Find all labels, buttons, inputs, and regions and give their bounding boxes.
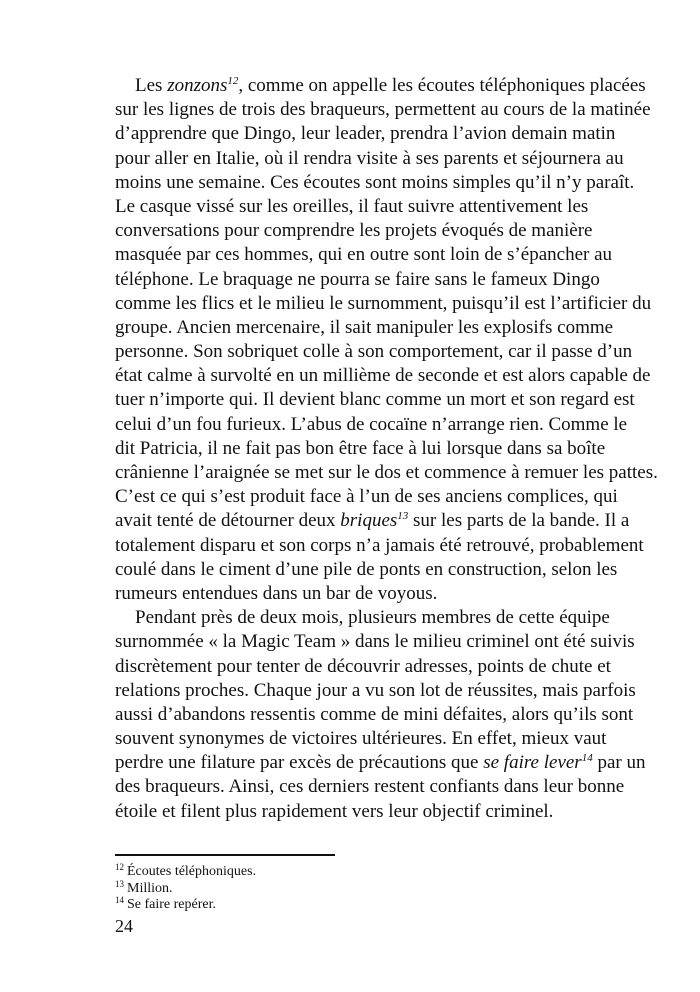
text-run: celui d’un fou furieux. L’abus de cocaïne n’arrange rien. Comme le (115, 413, 628, 435)
italic-term: zonzons (167, 75, 228, 96)
page-number: 24 (115, 916, 133, 936)
text-line (115, 461, 658, 485)
text-run: personne. Son sobriquet colle à son comportement, car il passe d’un (115, 341, 633, 363)
footnotes (115, 864, 256, 914)
footnote-text: Se faire repérer. (127, 897, 216, 912)
text-line (115, 509, 630, 533)
text-run: dit Patricia, il ne fait pas bon être face à lui lorsque dans sa boîte (115, 437, 606, 459)
text-run: Le casque vissé sur les oreilles, il faut suivre attentivement les (115, 195, 589, 217)
text-run: perdre une filature par excès de précautions que (115, 752, 484, 774)
text-line (115, 74, 646, 98)
text-run: état calme à survolté en un millième de seconde et est alors capable de (115, 365, 651, 387)
text-run: étoile et filent plus rapidement vers leur objectif criminel. (115, 800, 554, 822)
italic-term: se faire lever (483, 752, 582, 774)
text-run: totalement disparu et son corps n’a jamais été retrouvé, probablement (115, 534, 644, 556)
footnote-number: 14 (115, 895, 124, 905)
text-run: souvent synonymes de victoires ultérieures. En effet, mieux vaut (115, 728, 607, 750)
text-line (115, 316, 614, 340)
text-run: sur les parts de la bande. Il a (408, 510, 630, 532)
text-line (115, 388, 635, 412)
footnote-reference: 13 (397, 510, 409, 523)
text-run: surnommée « la Magic Team » dans le milieu criminel ont été suivis (115, 631, 635, 653)
text-run: d’apprendre que Dingo, leur leader, prendra l’avion demain matin (115, 123, 616, 145)
text-run: des braqueurs. Ainsi, ces derniers restent confiants dans leur bonne (115, 776, 625, 798)
footnote-14 (115, 897, 256, 914)
text-line (115, 171, 635, 195)
text-line (115, 800, 585, 824)
text-line (115, 751, 646, 775)
text-line (115, 195, 589, 219)
text-line (115, 437, 606, 461)
text-line (115, 606, 610, 630)
text-run: par un (592, 752, 646, 774)
text-run: moins une semaine. Ces écoutes sont moins simples qu’il n’y paraît. (115, 171, 635, 193)
text-run: téléphone. Le braquage ne pourra se faire sans le fameux Dingo (115, 268, 600, 290)
footnote-text: Million. (127, 880, 173, 896)
text-run: C’est ce qui s’est produit face à l’un de ses anciens complices, qui (115, 486, 618, 508)
footnote-12 (115, 864, 256, 881)
footnote-reference: 14 (581, 752, 593, 765)
text-line (115, 340, 633, 364)
text-run: Les (135, 75, 168, 96)
text-run: discrètement pour tenter de découvrir adresses, points de chute et (115, 655, 611, 677)
text-run: , comme on appelle les écoutes téléphoniques placées (238, 75, 646, 96)
text-run: masquée par ces hommes, qui en outre sont loin de s’épancher au (115, 244, 613, 266)
text-line (115, 679, 636, 703)
text-line (115, 364, 651, 388)
body-text (115, 74, 658, 824)
text-line (115, 655, 611, 679)
text-line (115, 219, 593, 243)
footnote-separator (115, 854, 335, 856)
italic-term: briques (340, 510, 398, 532)
text-run: aussi d’abandons ressentis comme de mini défaites, alors qu’ils sont (115, 703, 634, 725)
text-line (115, 727, 607, 751)
text-run: avait tenté de détourner deux (115, 510, 341, 532)
text-line (115, 98, 651, 122)
text-line (115, 775, 625, 799)
text-line (115, 582, 585, 606)
text-run: Pendant près de deux mois, plusieurs membres de cette équipe (135, 607, 610, 629)
text-line (115, 268, 600, 292)
text-run: rumeurs entendues dans un bar de voyous. (115, 582, 438, 604)
text-line (115, 485, 618, 509)
text-run: crânienne l’araignée se met sur le dos et commence à remuer les pattes. (115, 462, 658, 483)
footnote-13 (115, 878, 256, 898)
text-run: coulé dans le ciment d’une pile de ponts en construction, selon les (115, 558, 618, 580)
text-line (115, 534, 644, 558)
text-run: sur les lignes de trois des braqueurs, permettent au cours de la matinée (115, 99, 651, 121)
text-line (115, 292, 652, 316)
text-line (115, 147, 624, 171)
text-line (115, 703, 634, 727)
text-run: groupe. Ancien mercenaire, il sait manipuler les explosifs comme (115, 316, 614, 338)
footnote-number: 13 (115, 878, 124, 889)
text-line (115, 558, 618, 582)
text-line (115, 122, 616, 146)
text-run: tuer n’importe qui. Il devient blanc comme un mort et son regard est (115, 389, 635, 411)
footnote-number: 12 (115, 862, 124, 872)
text-run: relations proches. Chaque jour a vu son lot de réussites, mais parfois (115, 679, 636, 701)
text-run: conversations pour comprendre les projets évoqués de manière (115, 220, 593, 242)
text-run: comme les flics et le milieu le surnomment, puisqu’il est l’artificier du (115, 292, 652, 314)
text-line (115, 630, 635, 654)
text-line (115, 413, 628, 437)
footnote-reference: 12 (227, 75, 239, 87)
text-run: pour aller en Italie, où il rendra visite à ses parents et séjournera au (115, 147, 624, 169)
text-line (115, 243, 613, 267)
footnote-text: Écoutes téléphoniques. (127, 864, 257, 879)
